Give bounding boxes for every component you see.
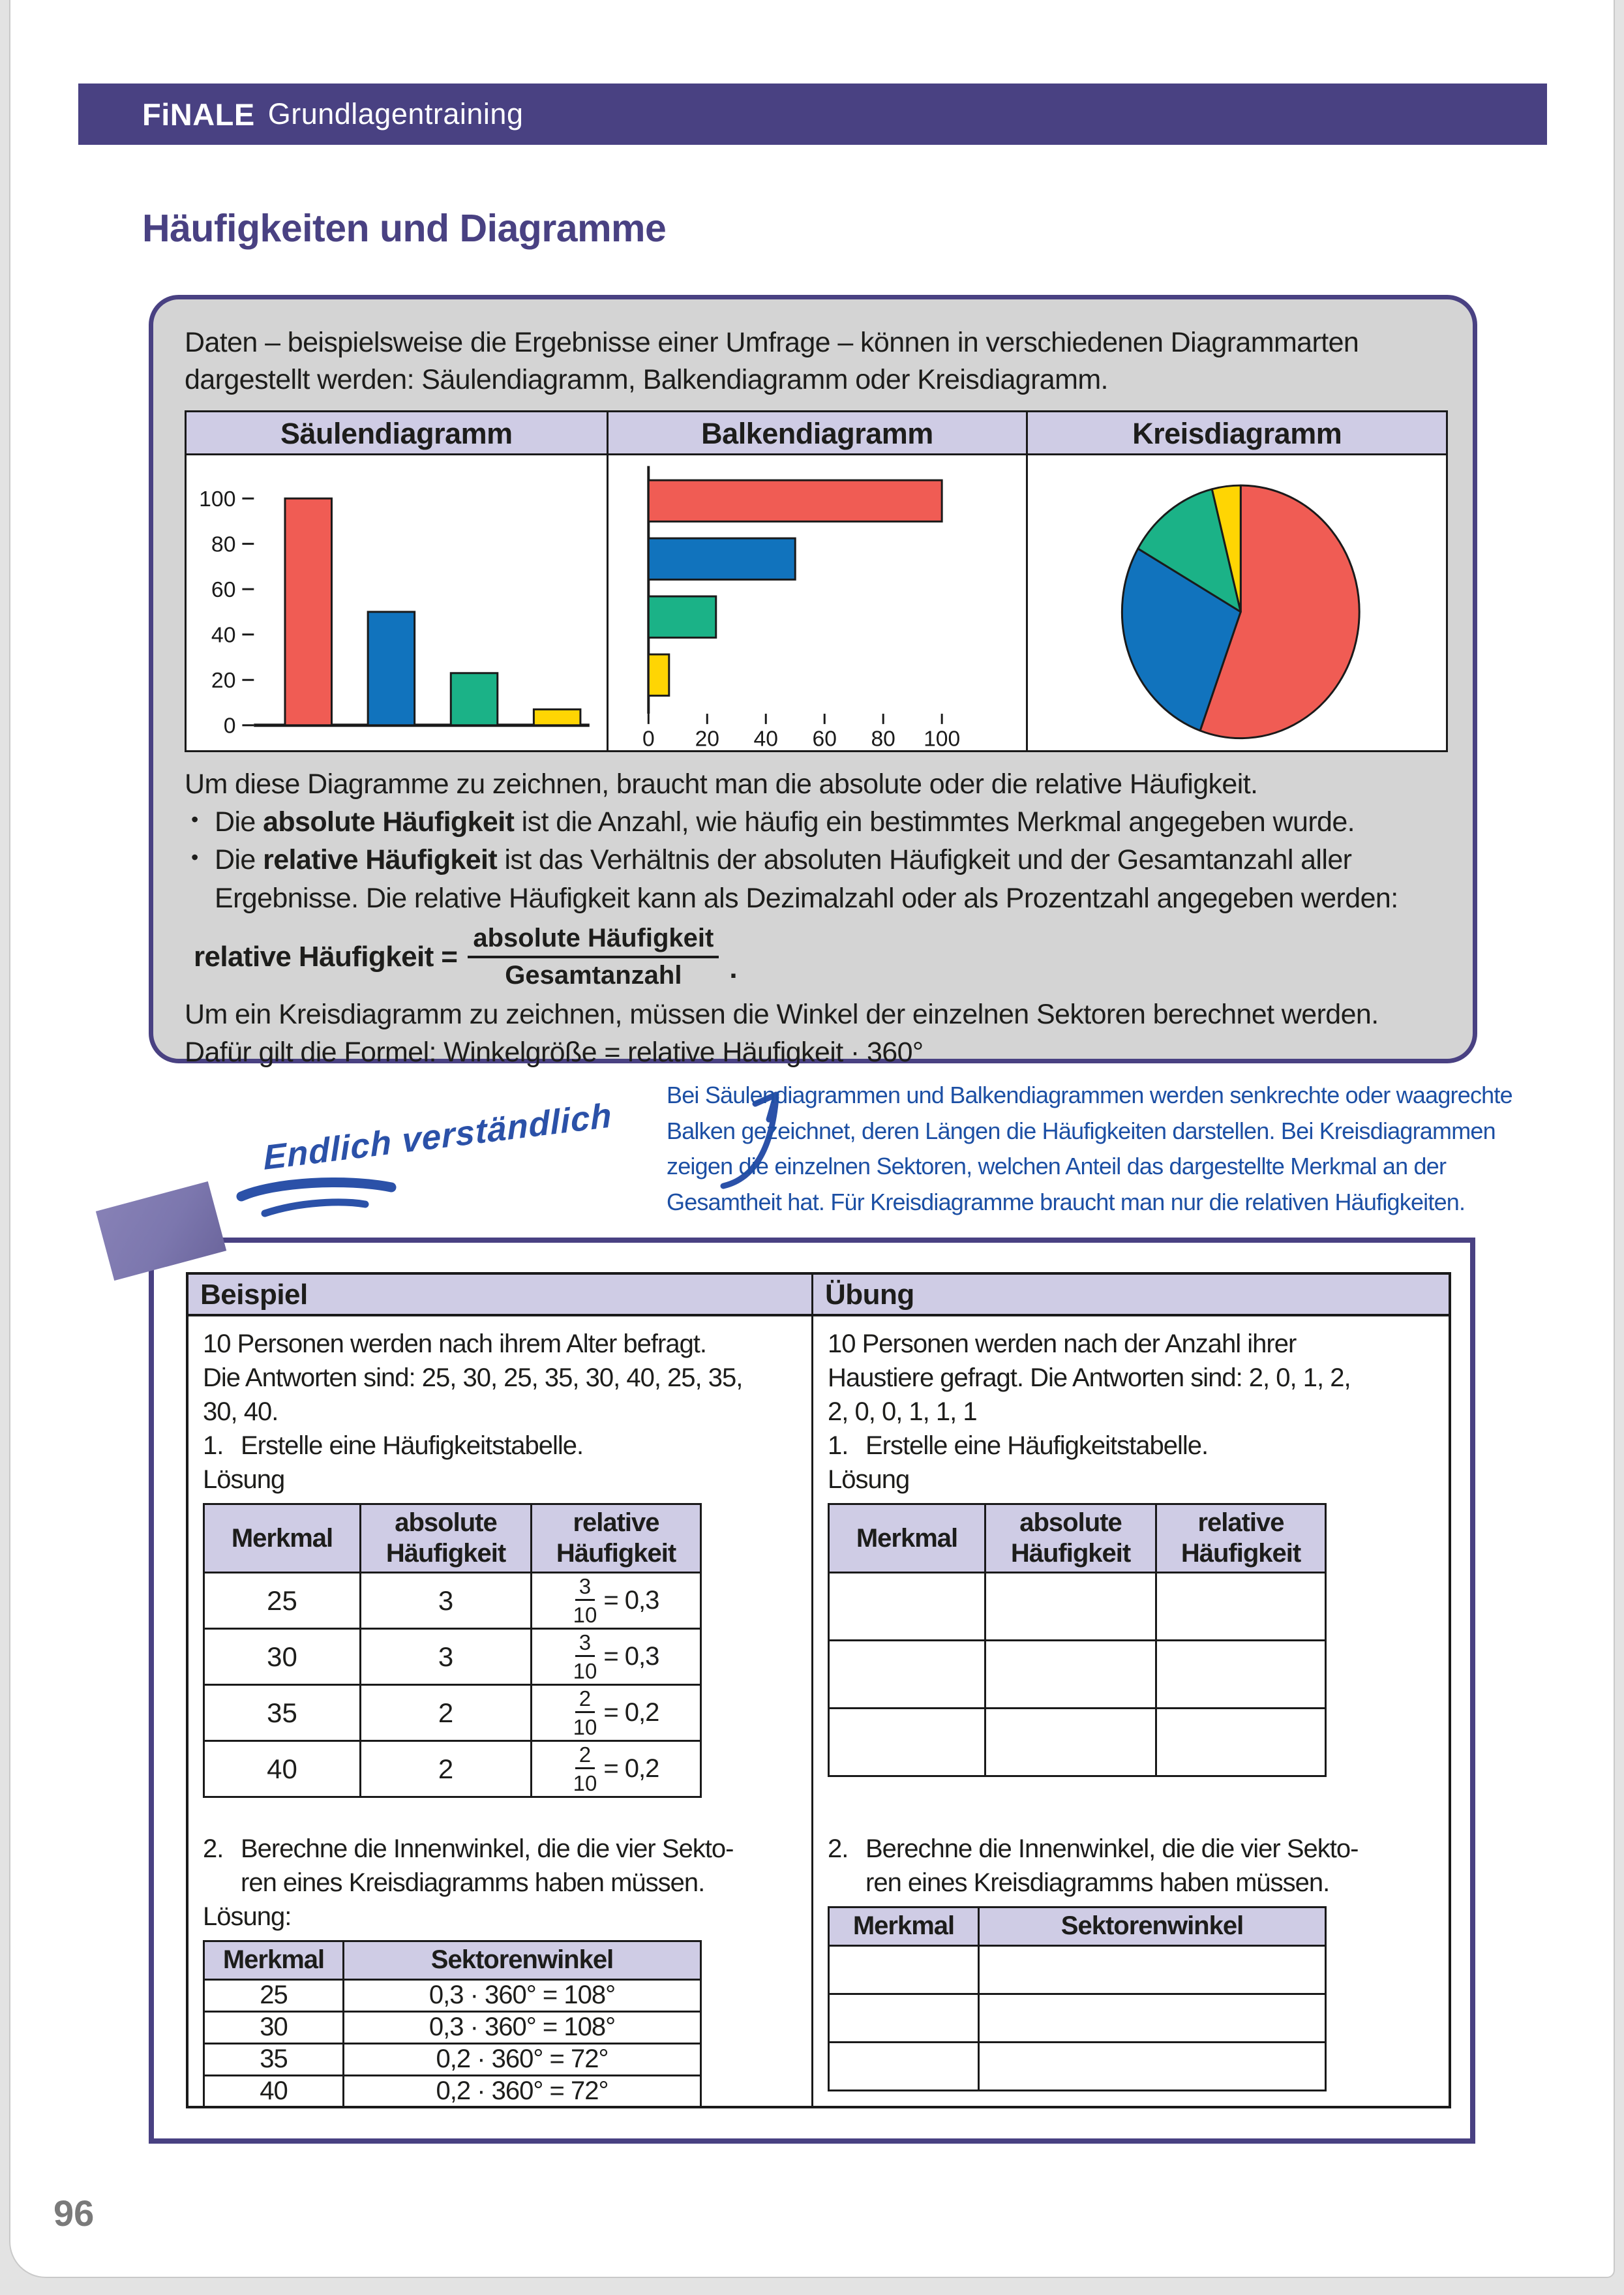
task-text: Berechne die Innenwinkel, die die vier Sekto- ren eines Kreisdiagramms haben müssen.: [241, 1834, 734, 1898]
task-number: 2.: [828, 1834, 849, 1864]
empty-table-row[interactable]: [829, 2042, 1326, 2090]
table-cell: [829, 1709, 985, 1776]
table-cell: [985, 1709, 1156, 1776]
table-cell: $\frac{3}{10}$ = 0,3: [532, 1573, 701, 1629]
formula-lhs: relative Häufigkeit =: [194, 941, 458, 973]
table-cell: 0,3 · 360° = 108°: [344, 1979, 701, 2011]
task-text: Erstelle eine Häufigkeitstabelle.: [241, 1431, 584, 1460]
table-cell: [829, 1994, 979, 2042]
column-header: Merkmal: [829, 1504, 985, 1573]
exercise-angle-table[interactable]: [828, 1906, 1327, 2091]
table-cell: [1156, 1641, 1326, 1709]
column-chart-svg: [187, 455, 607, 750]
table-cell: [985, 1573, 1156, 1641]
chart-panel-title: Balkendiagramm: [609, 412, 1027, 455]
table-cell: $\frac{2}{10}$ = 0,2: [532, 1741, 701, 1797]
table-cell: 0,3 · 360° = 108°: [344, 2011, 701, 2043]
pie-chart-svg: [1028, 455, 1446, 750]
column-chart: [187, 455, 607, 750]
underline-scribble: [235, 1173, 398, 1225]
table-row: [204, 1979, 701, 2011]
table-cell: 40: [204, 2075, 344, 2106]
brand-product-label: Grundlagentraining: [267, 97, 524, 130]
example-solution1-label: Lösung: [203, 1465, 285, 1494]
table-cell: 2: [361, 1741, 532, 1797]
svg-text:0: 0: [223, 713, 236, 738]
exercise-task1: [828, 1429, 1434, 1463]
task-number: 1.: [203, 1431, 224, 1460]
table-cell: 25: [204, 1979, 344, 2011]
info-bullet-list: [185, 803, 1441, 917]
chart-comparison-table: [185, 410, 1448, 752]
table-cell: 40: [204, 1741, 361, 1797]
table-cell: 35: [204, 2043, 344, 2075]
table-cell: [829, 2042, 979, 2090]
table-cell: [829, 1641, 985, 1709]
info-line: Dafür gilt die Formel: Winkelgröße = relative Häufigkeit · 360°: [185, 1037, 924, 1069]
info-intro: Daten – beispielsweise die Ergebnisse einer Umfrage – können in verschiedenen Diagrammarten dargestellt werden: Säulendiagramm, Balkendiagramm oder Kreisdiagramm.: [185, 327, 1359, 395]
svg-text:100: 100: [199, 486, 236, 511]
bullet-absolute-haeufigkeit: • Die absolute Häufigkeit ist die Anzahl, wie häufig ein bestimmtes Merkmal angegeben wurde.: [185, 803, 1441, 841]
table-cell: 35: [204, 1685, 361, 1741]
example-intro: 10 Personen werden nach ihrem Alter befragt. Die Antworten sind: 25, 30, 25, 35, 30, 40, 25, 35, 30, 40.: [203, 1330, 743, 1426]
page-title: Häufigkeiten und Diagramme: [142, 207, 667, 250]
table-cell: [829, 1573, 985, 1641]
formula-fraction: [468, 924, 719, 990]
table-cell: 3: [361, 1573, 532, 1629]
relative-frequency-formula: [194, 924, 1441, 990]
example-header: Beispiel: [188, 1275, 813, 1316]
table-cell: 25: [204, 1573, 361, 1629]
svg-text:60: 60: [812, 726, 837, 750]
chart-panel-saeulendiagramm: [187, 412, 607, 750]
info-line: Um diese Diagramme zu zeichnen, braucht man die absolute oder die relative Häufigkeit.: [185, 768, 1258, 800]
empty-table-row[interactable]: [829, 1945, 1326, 1994]
table-row: [204, 1741, 701, 1797]
empty-table-row[interactable]: [829, 1573, 1326, 1641]
column-header: absolute Häufigkeit: [361, 1504, 532, 1573]
table-cell: 2: [361, 1685, 532, 1741]
task-text: Erstelle eine Häufigkeitstabelle.: [865, 1431, 1209, 1460]
svg-text:40: 40: [211, 622, 236, 648]
exercise-solution1-label: Lösung: [828, 1465, 910, 1494]
exercise-frequency-table[interactable]: [828, 1503, 1327, 1777]
example-frequency-table: [203, 1503, 702, 1798]
bar-chart: [609, 455, 1027, 750]
column-header: Sektorenwinkel: [979, 1907, 1326, 1945]
formula-period: .: [729, 952, 738, 984]
table-row: [204, 1685, 701, 1741]
info-box: [149, 295, 1477, 1069]
svg-text:40: 40: [753, 726, 778, 750]
chart-panel-title: Säulendiagramm: [187, 412, 607, 455]
column-header: relative Häufigkeit: [1156, 1504, 1326, 1573]
exercise-cell: [813, 1316, 1449, 2106]
svg-text:80: 80: [871, 726, 895, 750]
chart-panel-title: Kreisdiagramm: [1028, 412, 1446, 455]
table-cell: [979, 1994, 1326, 2042]
bullet-relative-haeufigkeit: • Die relative Häufigkeit ist das Verhältnis der absoluten Häufigkeit und der Gesamtanzahl aller Ergebnisse. Die relative Häufigkeit kann als Dezimalzahl oder als Prozentzahl angegeben werden:: [185, 841, 1441, 917]
table-cell: [979, 1945, 1326, 1994]
column-header: relative Häufigkeit: [532, 1504, 701, 1573]
page-number: 96: [53, 2193, 95, 2234]
example-task1: [203, 1429, 797, 1463]
table-row: [204, 2075, 701, 2106]
worksheet-table: [186, 1272, 1451, 2108]
chart-panel-balkendiagramm: [607, 412, 1027, 750]
table-row: [204, 1573, 701, 1629]
side-note: Bei Säulendiagrammen und Balkendiagrammen werden senkrechte oder waagrechte Balken gezeichnet, deren Längen die Häufigkeiten darstellen. Bei Kreisdiagrammen zeigen die einzelnen Sektoren, welchen Anteil das dargestellte Merkmal an der Gesamtheit hat. Für Kreisdiagramme braucht man nur die relativen Häufigkeiten.: [667, 1082, 1512, 1216]
task-text: Berechne die Innenwinkel, die die vier Sekto- ren eines Kreisdiagramms haben müssen.: [865, 1834, 1359, 1898]
formula-denominator: Gesamtanzahl: [505, 961, 682, 990]
svg-text:0: 0: [642, 726, 655, 750]
table-cell: [985, 1641, 1156, 1709]
table-cell: 0,2 · 360° = 72°: [344, 2043, 701, 2075]
column-header: Merkmal: [829, 1907, 979, 1945]
example-angle-table: [203, 1940, 702, 2106]
column-header: Sektorenwinkel: [344, 1941, 701, 1979]
exercise-header: Übung: [813, 1275, 1449, 1316]
table-row: [204, 2011, 701, 2043]
table-row: [204, 2043, 701, 2075]
svg-text:80: 80: [211, 532, 236, 557]
table-cell: 30: [204, 2011, 344, 2043]
formula-numerator: absolute Häufigkeit: [468, 924, 719, 958]
table-cell: $\frac{2}{10}$ = 0,2: [532, 1685, 701, 1741]
table-row: [204, 1629, 701, 1685]
info-line: Um ein Kreisdiagramm zu zeichnen, müssen die Winkel der einzelnen Sektoren berechnet werden.: [185, 998, 1379, 1030]
empty-table-row[interactable]: [829, 1994, 1326, 2042]
exercise-task2: [828, 1832, 1434, 1900]
task-number: 1.: [828, 1431, 849, 1460]
svg-text:20: 20: [211, 667, 236, 693]
top-bar: [78, 84, 1547, 145]
bar-chart-svg: [609, 455, 1027, 750]
exercise-intro: 10 Personen werden nach der Anzahl ihrer Haustiere gefragt. Die Antworten sind: 2, 0, 1, 2, 2, 0, 0, 1, 1, 1: [828, 1330, 1351, 1426]
svg-text:20: 20: [695, 726, 719, 750]
table-cell: 3: [361, 1629, 532, 1685]
pie-chart: [1028, 455, 1446, 750]
brand-logo: FiNALE: [142, 97, 255, 132]
worksheet-box: [149, 1238, 1475, 2144]
table-cell: [829, 1945, 979, 1994]
example-task2: [203, 1832, 797, 1900]
column-header: Merkmal: [204, 1941, 344, 1979]
task-number: 2.: [203, 1834, 224, 1864]
empty-table-row[interactable]: [829, 1709, 1326, 1776]
example-solution2-label: Lösung:: [203, 1902, 292, 1932]
column-header: Merkmal: [204, 1504, 361, 1573]
table-cell: $\frac{3}{10}$ = 0,3: [532, 1629, 701, 1685]
chart-panel-kreisdiagramm: [1026, 412, 1446, 750]
sticker-endlich-verstaendlich: Endlich verständlich: [262, 1096, 613, 1178]
table-cell: 30: [204, 1629, 361, 1685]
table-cell: [1156, 1573, 1326, 1641]
example-cell: [188, 1316, 813, 2106]
svg-text:60: 60: [211, 577, 236, 602]
table-cell: 0,2 · 360° = 72°: [344, 2075, 701, 2106]
info-body: [185, 765, 1441, 1072]
table-cell: [979, 2042, 1326, 2090]
empty-table-row[interactable]: [829, 1641, 1326, 1709]
svg-text:100: 100: [923, 726, 960, 750]
table-cell: [1156, 1709, 1326, 1776]
column-header: absolute Häufigkeit: [985, 1504, 1156, 1573]
